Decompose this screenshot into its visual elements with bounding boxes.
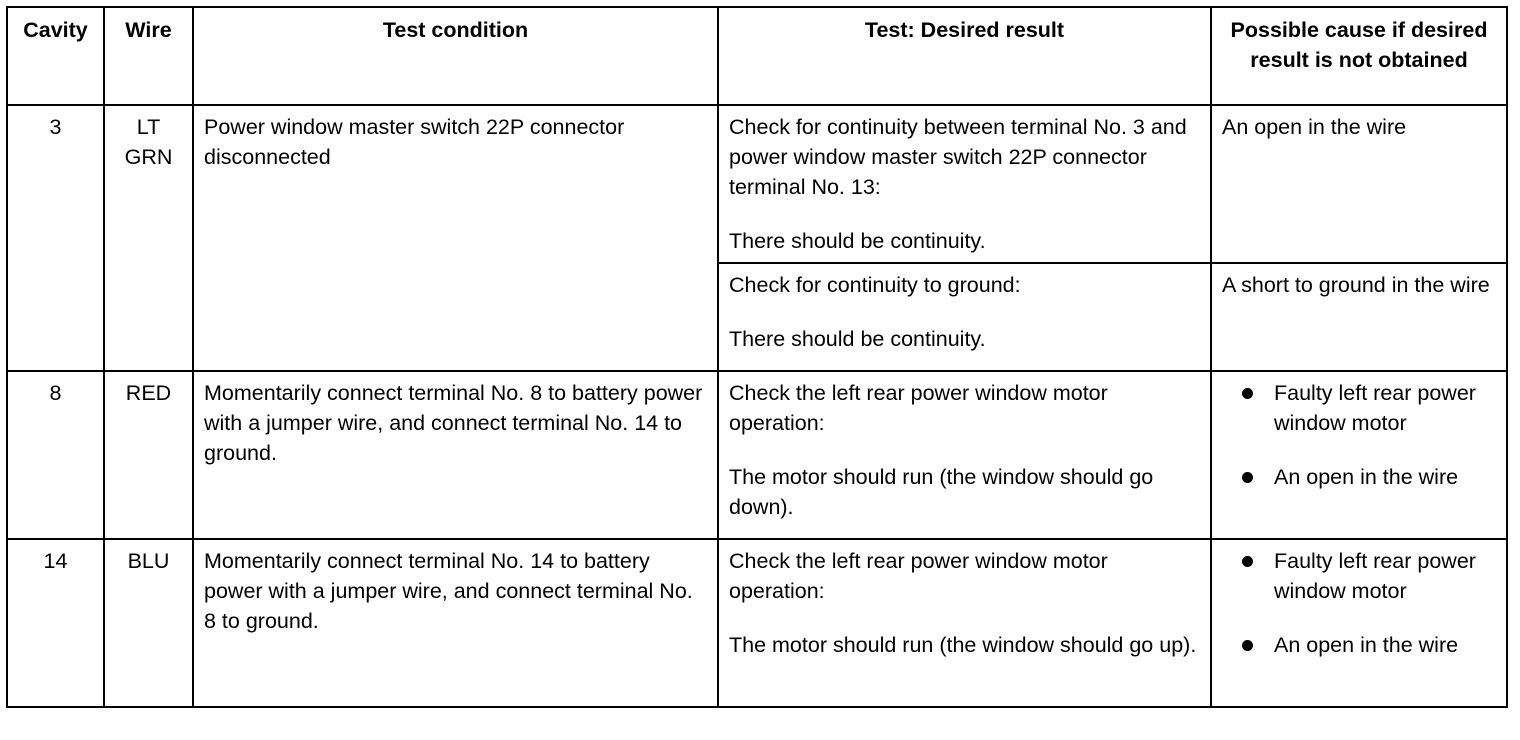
list-item	[1222, 378, 1496, 438]
cavity-cell: 8	[7, 371, 104, 539]
list-item	[1222, 546, 1496, 606]
cavity-cell: 14	[7, 539, 104, 707]
check-text: Check the left rear power window motor operation:	[729, 549, 1108, 603]
possible-cause-cell	[1211, 539, 1507, 707]
possible-cause-cell: A short to ground in the wire	[1211, 263, 1507, 371]
desired-result-cell	[718, 371, 1211, 539]
header-desired-result: Test: Desired result	[718, 7, 1211, 105]
possible-cause-cell	[1211, 371, 1507, 539]
result-text: The motor should run (the window should go down).	[729, 465, 1154, 519]
cause-text: An open in the wire	[1274, 465, 1459, 489]
header-wire: Wire	[104, 7, 193, 105]
bullet-icon	[1242, 388, 1253, 399]
diagnostic-table	[6, 6, 1508, 708]
cause-list	[1222, 378, 1496, 492]
test-condition-cell: Momentarily connect terminal No. 8 to battery power with a jumper wire, and connect terminal No. 14 to ground.	[193, 371, 718, 539]
header-possible-cause: Possible cause if desired result is not obtained	[1211, 7, 1507, 105]
desired-result-cell	[718, 105, 1211, 263]
check-text: Check the left rear power window motor operation:	[729, 381, 1108, 435]
cause-text: Faulty left rear power window motor	[1274, 381, 1476, 435]
wire-cell: RED	[104, 371, 193, 539]
bullet-icon	[1242, 472, 1253, 483]
test-condition-cell: Power window master switch 22P connector disconnected	[193, 105, 718, 371]
list-item	[1222, 630, 1496, 660]
list-item	[1222, 462, 1496, 492]
bullet-icon	[1242, 640, 1253, 651]
result-text: There should be continuity.	[729, 229, 986, 253]
cause-text: Faulty left rear power window motor	[1274, 549, 1476, 603]
table-row	[7, 105, 1507, 263]
header-test-condition: Test condition	[193, 7, 718, 105]
table-row	[7, 371, 1507, 539]
header-cavity: Cavity	[7, 7, 104, 105]
desired-result-cell	[718, 539, 1211, 707]
result-text: The motor should run (the window should go up).	[729, 633, 1197, 657]
possible-cause-cell: An open in the wire	[1211, 105, 1507, 263]
check-text: Check for continuity to ground:	[729, 273, 1021, 297]
bullet-icon	[1242, 556, 1253, 567]
check-text: Check for continuity between terminal No. 3 and power window master switch 22P connector terminal No. 13:	[729, 115, 1187, 199]
test-condition-cell: Momentarily connect terminal No. 14 to battery power with a jumper wire, and connect terminal No. 8 to ground.	[193, 539, 718, 707]
desired-result-cell	[718, 263, 1211, 371]
result-text: There should be continuity.	[729, 327, 986, 351]
table-row	[7, 539, 1507, 707]
header-row	[7, 7, 1507, 105]
cavity-cell: 3	[7, 105, 104, 371]
wire-cell: BLU	[104, 539, 193, 707]
cause-list	[1222, 546, 1496, 660]
cause-text: An open in the wire	[1274, 633, 1459, 657]
wire-cell: LT GRN	[104, 105, 193, 371]
